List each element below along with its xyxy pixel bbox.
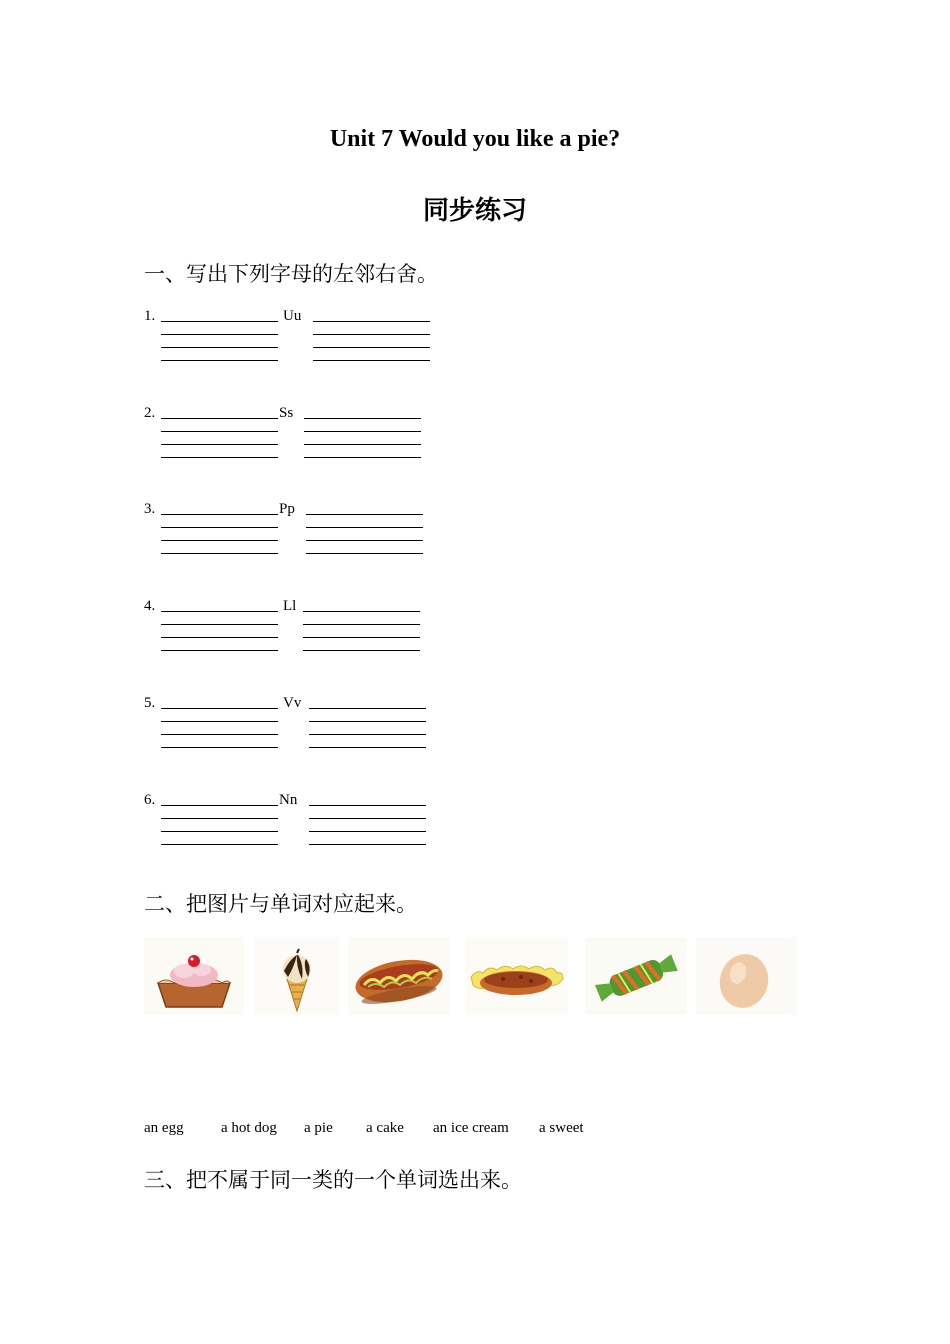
writing-line	[309, 831, 426, 832]
writing-line	[161, 650, 278, 651]
writing-line	[309, 734, 426, 735]
item-letter: Vv	[283, 695, 302, 711]
item-number: 3.	[144, 501, 156, 517]
answer-line-right[interactable]	[306, 514, 423, 515]
writing-line	[304, 431, 421, 432]
writing-line	[161, 831, 278, 832]
writing-line	[313, 360, 430, 361]
sweet-picture[interactable]	[585, 937, 687, 1015]
writing-line	[161, 637, 278, 638]
writing-line	[303, 624, 420, 625]
answer-line-right[interactable]	[303, 611, 420, 612]
section1-heading: 一、写出下列字母的左邻右舍。	[144, 262, 438, 286]
writing-line	[161, 553, 278, 554]
page-title: Unit 7 Would you like a pie?	[329, 126, 621, 152]
item-letter: Ll	[283, 598, 297, 614]
word-option[interactable]: a sweet	[539, 1120, 584, 1136]
word-option[interactable]: a pie	[304, 1120, 333, 1136]
letter-item-6	[144, 794, 464, 864]
hot-dog-picture[interactable]	[348, 937, 450, 1015]
writing-line	[306, 540, 423, 541]
pie-picture[interactable]	[465, 937, 568, 1015]
writing-line	[161, 734, 278, 735]
answer-line-left[interactable]	[161, 514, 278, 515]
answer-line-left[interactable]	[161, 611, 278, 612]
writing-line	[306, 527, 423, 528]
letter-item-1	[144, 310, 464, 380]
item-number: 1.	[144, 308, 156, 324]
writing-line	[161, 540, 278, 541]
page-subtitle: 同步练习	[422, 196, 527, 226]
writing-line	[161, 360, 278, 361]
word-option[interactable]: an egg	[144, 1120, 184, 1136]
item-letter: Pp	[279, 501, 295, 517]
writing-line	[309, 721, 426, 722]
item-number: 6.	[144, 792, 156, 808]
writing-line	[161, 347, 278, 348]
letter-item-5	[144, 697, 464, 767]
egg-picture[interactable]	[696, 937, 797, 1015]
writing-line	[303, 637, 420, 638]
ice-cream-picture[interactable]	[254, 937, 340, 1015]
answer-line-right[interactable]	[313, 321, 430, 322]
item-letter: Nn	[279, 792, 298, 808]
writing-line	[161, 334, 278, 335]
writing-line	[161, 624, 278, 625]
writing-line	[161, 844, 278, 845]
writing-line	[161, 721, 278, 722]
item-number: 2.	[144, 405, 156, 421]
writing-line	[161, 444, 278, 445]
writing-line	[161, 747, 278, 748]
writing-line	[161, 431, 278, 432]
item-number: 4.	[144, 598, 156, 614]
writing-line	[309, 818, 426, 819]
answer-line-right[interactable]	[309, 805, 426, 806]
writing-line	[313, 347, 430, 348]
letter-item-4	[144, 600, 464, 670]
answer-line-left[interactable]	[161, 805, 278, 806]
word-option[interactable]: a hot dog	[221, 1120, 277, 1136]
letter-item-3	[144, 503, 464, 573]
writing-line	[309, 747, 426, 748]
answer-line-left[interactable]	[161, 418, 278, 419]
writing-line	[304, 444, 421, 445]
writing-line	[161, 818, 278, 819]
letter-item-2	[144, 407, 464, 477]
writing-line	[303, 650, 420, 651]
writing-line	[161, 527, 278, 528]
writing-line	[309, 844, 426, 845]
item-letter: Ss	[279, 405, 294, 421]
writing-line	[313, 334, 430, 335]
section2-heading: 二、把图片与单词对应起来。	[144, 892, 417, 916]
answer-line-left[interactable]	[161, 321, 278, 322]
answer-line-right[interactable]	[304, 418, 421, 419]
word-option[interactable]: an ice cream	[433, 1120, 509, 1136]
item-number: 5.	[144, 695, 156, 711]
answer-line-right[interactable]	[309, 708, 426, 709]
section3-heading: 三、把不属于同一类的一个单词选出来。	[144, 1168, 522, 1192]
writing-line	[304, 457, 421, 458]
cake-picture[interactable]	[144, 937, 244, 1015]
answer-line-left[interactable]	[161, 708, 278, 709]
writing-line	[161, 457, 278, 458]
writing-line	[306, 553, 423, 554]
item-letter: Uu	[283, 308, 302, 324]
word-option[interactable]: a cake	[366, 1120, 404, 1136]
